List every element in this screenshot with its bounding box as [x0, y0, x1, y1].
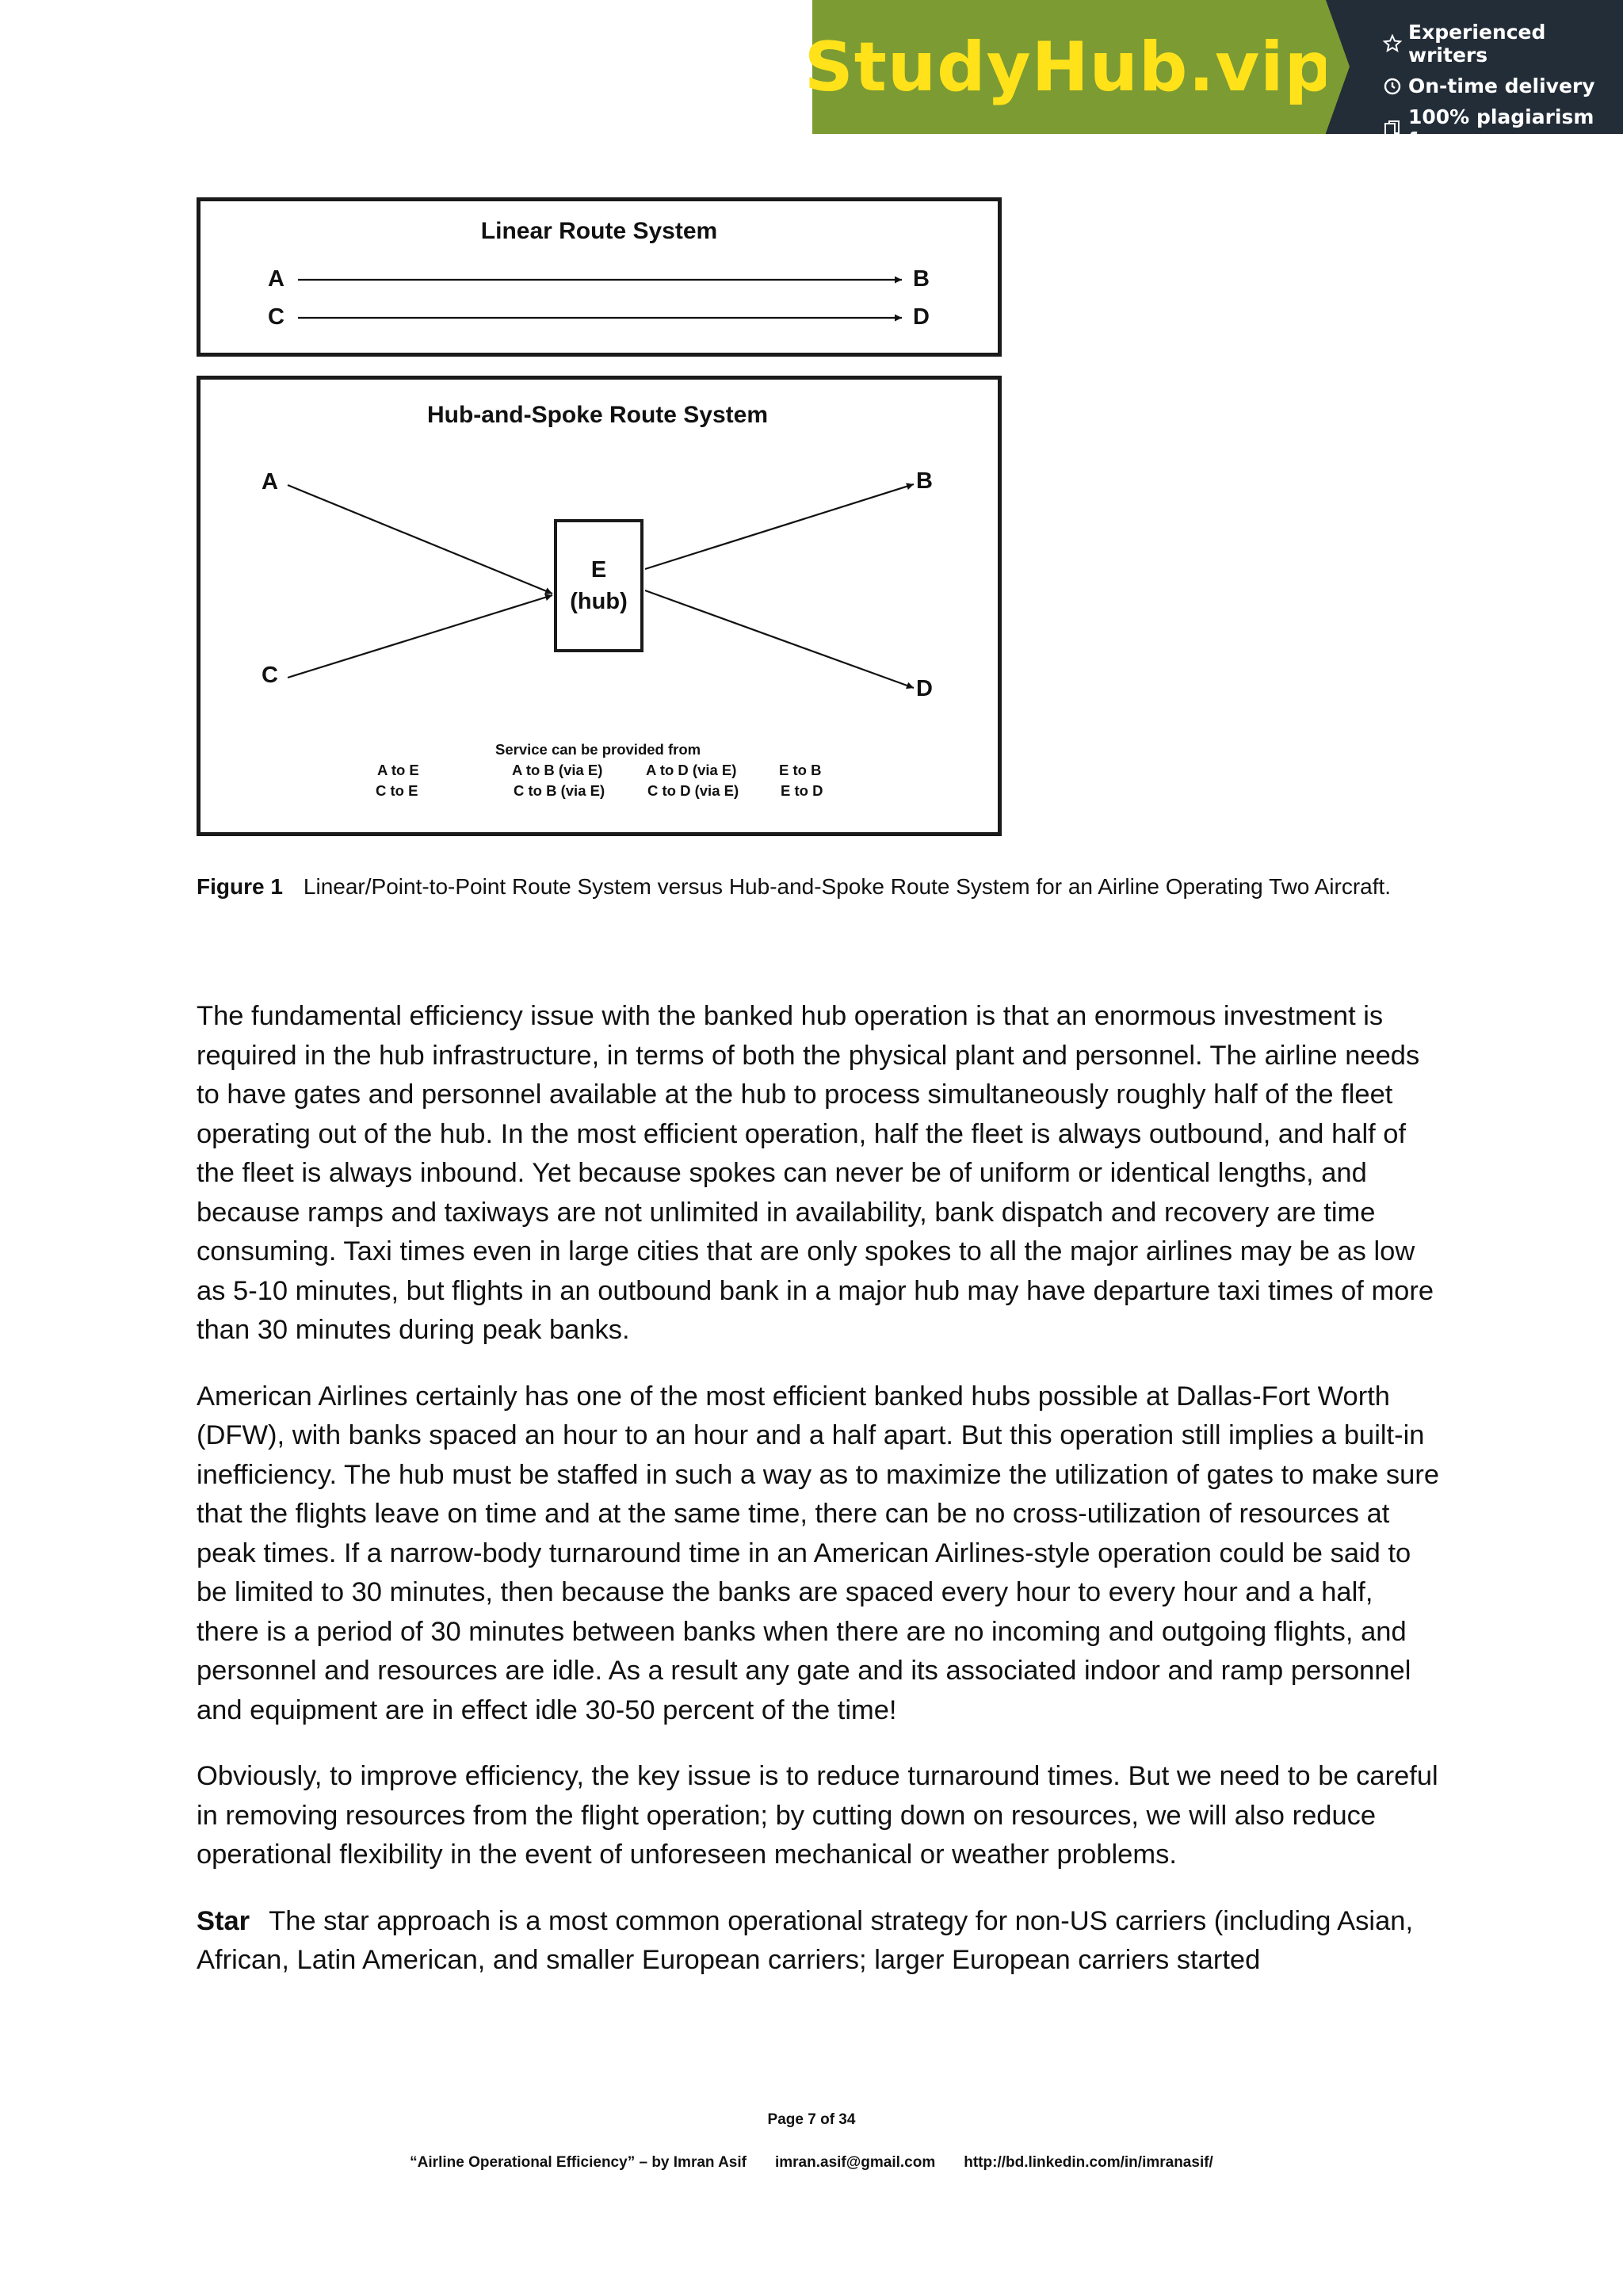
footer-email[interactable]: imran.asif@gmail.com: [774, 2154, 936, 2171]
spoke-arrow-a-e: [288, 485, 552, 594]
service-cell: E to B: [779, 762, 822, 778]
footer-title: “Airline Operational Efficiency” – by Imran Asif: [410, 2154, 747, 2171]
paragraph: The fundamental efficiency issue with the banked hub operation is that an enormous investment is required in the hub infrastructure, in terms of both the physical plant and personnel. The airline needs to have gates and personnel available at the hub to process simultaneously roughly half of the fleet operating out of the hub. In the most efficient operation, half the fleet is always outbound, and half of the fleet is always inbound. Yet because spokes can never be of uniform or identical lengths, and because ramps and taxiways are not unlimited in availability, bank dispatch and recovery are time consuming. Taxi times even in large cities that are only spokes to all the major airlines may be as low as 5-10 minutes, but flights in an outbound bank in a major hub may have departure taxi times of more than 30 minutes during peak banks.: [197, 1001, 1434, 1345]
hub-spoke-title: Hub-and-Spoke Route System: [426, 402, 769, 428]
linear-node-c: C: [268, 304, 285, 330]
feature-experienced: Experienced writers: [1383, 21, 1623, 67]
service-cell: C to E: [376, 782, 418, 799]
hub-node-a: A: [262, 469, 278, 495]
linear-route-title: Linear Route System: [480, 218, 718, 244]
figure-label: Figure 1: [197, 874, 283, 899]
linear-node-d: D: [913, 304, 930, 330]
service-cell: A to B (via E): [512, 762, 603, 778]
feature-plagiarism-free: 100% plagiarism free: [1383, 105, 1623, 151]
article-body: [197, 997, 1442, 2008]
paragraph: American Airlines certainly has one of the most efficient banked hubs possible at Dallas-Fort Worth (DFW), with banks spaced an hour to an hour and a half apart. But this operation still implies a built-in inefficiency. The hub must be staffed in such a way as to maximize the utilization of gates to make sure that the flights leave on time and at the same time, there can be no cross-utilization of resources at peak times. If a narrow-body turnaround time in an American Airlines-style operation could be said to be limited to 30 minutes, then because the banks are spaced every hour to every hour and a half, there is a period of 30 minutes between banks when there are no incoming and outgoing flights, and personnel and resources are idle. As a result any gate and its associated indoor and ramp personnel and equipment are in effect idle 30-50 percent of the time!: [197, 1381, 1440, 1725]
route-arrows: [0, 0, 1623, 872]
spoke-arrow-e-b: [645, 484, 914, 569]
hub-label: (hub): [570, 589, 628, 614]
hub-node-b: B: [916, 468, 933, 494]
star-paragraph: [197, 1902, 1442, 1981]
figure-caption: [197, 870, 1433, 904]
page-footer: [0, 2154, 1623, 2172]
footer-link[interactable]: http://bd.linkedin.com/in/imranasif/: [964, 2154, 1213, 2171]
paragraph: Obviously, to improve efficiency, the key issue is to reduce turnaround times. But we need to be careful in removing resources from the flight operation; by cutting down on resources, we will also reduce operational flexibility in the event of unforeseen mechanical or weather problems.: [197, 1761, 1438, 1870]
star-text: The star approach is a most common operational strategy for non-US carriers (including Asian, African, Latin American, and smaller European carriers; larger European carriers started: [197, 1905, 1414, 1975]
service-cell: A to D (via E): [646, 762, 737, 778]
star-heading: Star: [197, 1905, 250, 1936]
spoke-arrow-e-d: [645, 590, 914, 688]
service-cell: C to D (via E): [647, 782, 739, 799]
brand-logo: StudyHub.vip: [804, 27, 1335, 107]
hub-node-c: C: [262, 663, 278, 688]
linear-node-b: B: [913, 266, 930, 292]
page-number: Page 7 of 34: [767, 2111, 856, 2128]
figure-caption-text: Linear/Point-to-Point Route System versus Hub-and-Spoke Route System for an Airline Operating Two Aircraft.: [303, 874, 1392, 899]
hub-node-e: [554, 519, 643, 652]
linear-node-a: A: [268, 266, 285, 292]
service-cell: A to E: [377, 762, 419, 778]
service-cell: E to D: [781, 782, 823, 799]
spoke-arrow-c-e: [288, 595, 552, 678]
service-title: Service can be provided from: [495, 741, 701, 758]
hub-node-d: D: [916, 676, 933, 701]
feature-on-time: On-time delivery: [1383, 74, 1623, 97]
service-cell: C to B (via E): [514, 782, 605, 799]
hub-name: E: [590, 557, 607, 583]
